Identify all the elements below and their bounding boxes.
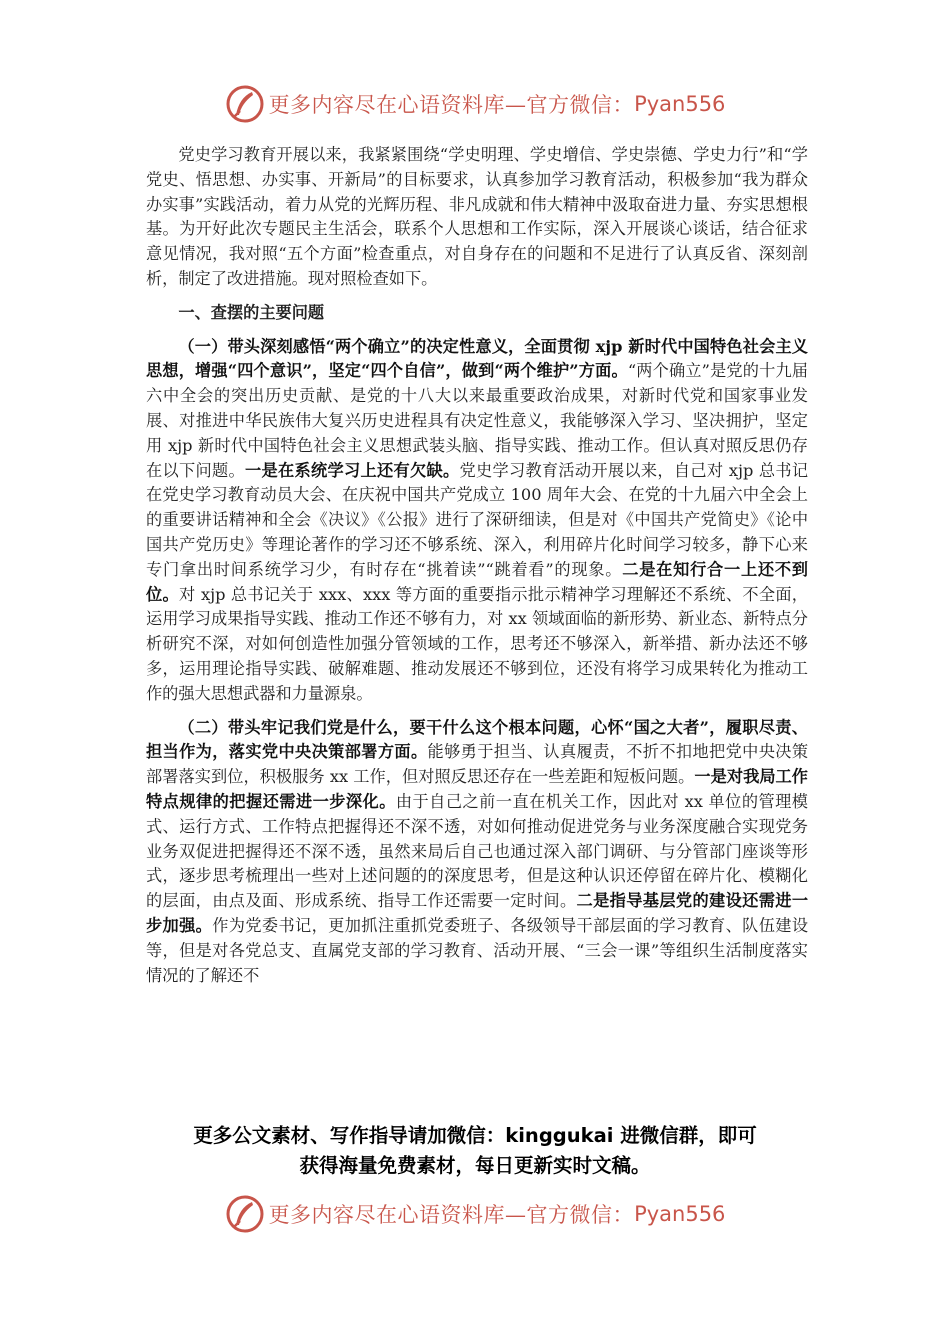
promo-banner — [120, 1121, 830, 1181]
paragraph-two — [146, 716, 808, 989]
promo-line-2: 获得海量免费素材，每日更新实时文稿。 — [299, 1154, 651, 1177]
paragraph-one — [146, 335, 808, 707]
paragraph-two-text-3: 作为党委书记，更加抓注重抓党委班子、各级领导干部层面的学习教育、队伍建设等，但是对各党总支、直属党支部的学习教育、活动开展、“三会一课”等组织生活制度落实情况的了解还不 — [146, 915, 809, 985]
paragraph-two-point-2: 二是指导基层党的建设还需进一步加强。 — [146, 891, 809, 935]
paragraph-two-text-1: 能够勇于担当、认真履责，不折不扣地把党中央决策部署落实到位，积极服务 xx 工作，但对照反思还存在一些差距和短板问题。 — [146, 742, 809, 787]
feather-pen-logo-icon — [225, 1194, 265, 1234]
paragraph-one-text-3: 对 xjp 总书记关于 xxx、xxx 等方面的重要指示批示精神学习理解还不系统、不全面，运用学习成果指导实践、推动工作还不够有力，对 xx 领域面临的新形势、新业态、新特点分析研究不深，对如何创造性加强分管领域的工作，思考还不够深入，新举措、新办法还不够多，运用理论指导实践、破解难题、推动发展还不够到位，还没有将学习成果转化为推动工作的强大思想武器和力量源泉。 — [146, 584, 808, 703]
paragraph-two-title: （二）带头牢记我们党是什么，要干什么这个根本问题，心怀“国之大者”，履职尽责、担当作为，落实党中央决策部署方面。 — [146, 717, 808, 762]
paragraph-two-text-2: 由于自己之前一直在机关工作，因此对 xx 单位的管理模式、运行方式、工作特点把握得还不深不透，对如何推动促进党务与业务深度融合实现党务业务双促进把握得还不深不透，虽然来局后自己也通过深入部门调研、与分管部门座谈等形式，逐步思考梳理出一些对上述问题的的深度思考，但是这种认识还停留在碎片化、模糊化的层面，由点及面、形成系统、指导工作还需要一定时间。 — [146, 791, 808, 911]
paragraph-one-point-1: 一是在系统学习上还有欠缺。 — [244, 460, 460, 480]
paragraph-two-point-1: 一是对我局工作特点规律的把握还需进一步深化。 — [146, 767, 808, 811]
paragraph-one-text-2: 党史学习教育活动开展以来，自己对 xjp 总书记在党史学习教育动员大会、在庆祝中国共产党成立 100 周年大会、在党的十九届六中全会上的重要讲话精神和全会《决议》《公报》进行了深研细读，但是对《中国共产党简史》《论中国共产党历史》等理论著作的学习还不够系统、深入，利用碎片化时间学习较多，静下心来专门拿出时间系统学习少，有时存在“挑着读”“跳着看”的现象。 — [146, 460, 809, 579]
feather-pen-logo-icon — [225, 84, 265, 124]
watermark-wechat-id: Pyan556 — [634, 92, 726, 116]
promo-line-1: 更多公文素材、写作指导请加微信：kinggukai 进微信群，即可 — [193, 1124, 757, 1147]
paragraph-one-text-1: “两个确立”是党的十九届六中全会的突出历史贡献、是党的十八大以来最重要政治成果，对新时代党和国家事业发展、对推进中华民族伟大复兴历史进程具有决定性意义，我能够深入学习、坚决拥护，坚定用 xjp 新时代中国特色社会主义思想武装头脑、指导实践、推动工作。但认真对照反思仍存在以下问题。 — [146, 361, 808, 480]
section-heading: 一、查摆的主要问题 — [178, 302, 325, 322]
paragraph-one-title: （一）带头深刻感悟“两个确立”的决定性意义，全面贯彻 xjp 新时代中国特色社会主义思想，增强“四个意识”，坚定“四个自信”，做到“两个维护”方面。 — [146, 336, 808, 381]
intro-paragraph: 党史学习教育开展以来，我紧紧围绕“学史明理、学史增信、学史崇德、学史力行”和“学党史、悟思想、办实事、开新局”的目标要求，认真参加学习教育活动，积极参加“我为群众办实事”实践活动，着力从党的光辉历程、非凡成就和伟大精神中汲取奋进力量、夯实思想根基。为开好此次专题民主生活会，联系个人思想和工作实际，深入开展谈心谈话，结合征求意见情况，我对照“五个方面”检查重点，对自身存在的问题和不足进行了认真反省、深刻剖析，制定了改进措施。现对照检查如下。 — [146, 145, 808, 288]
watermark-header — [0, 84, 950, 124]
watermark-footer — [0, 1194, 950, 1234]
paragraph-one-point-2: 二是在知行合一上还不到位。 — [146, 559, 808, 604]
watermark-text: 更多内容尽在心语资料库—官方微信： — [268, 1203, 635, 1227]
document-body — [146, 143, 808, 988]
watermark-wechat-id: Pyan556 — [634, 1202, 726, 1226]
watermark-text: 更多内容尽在心语资料库—官方微信： — [268, 93, 635, 117]
